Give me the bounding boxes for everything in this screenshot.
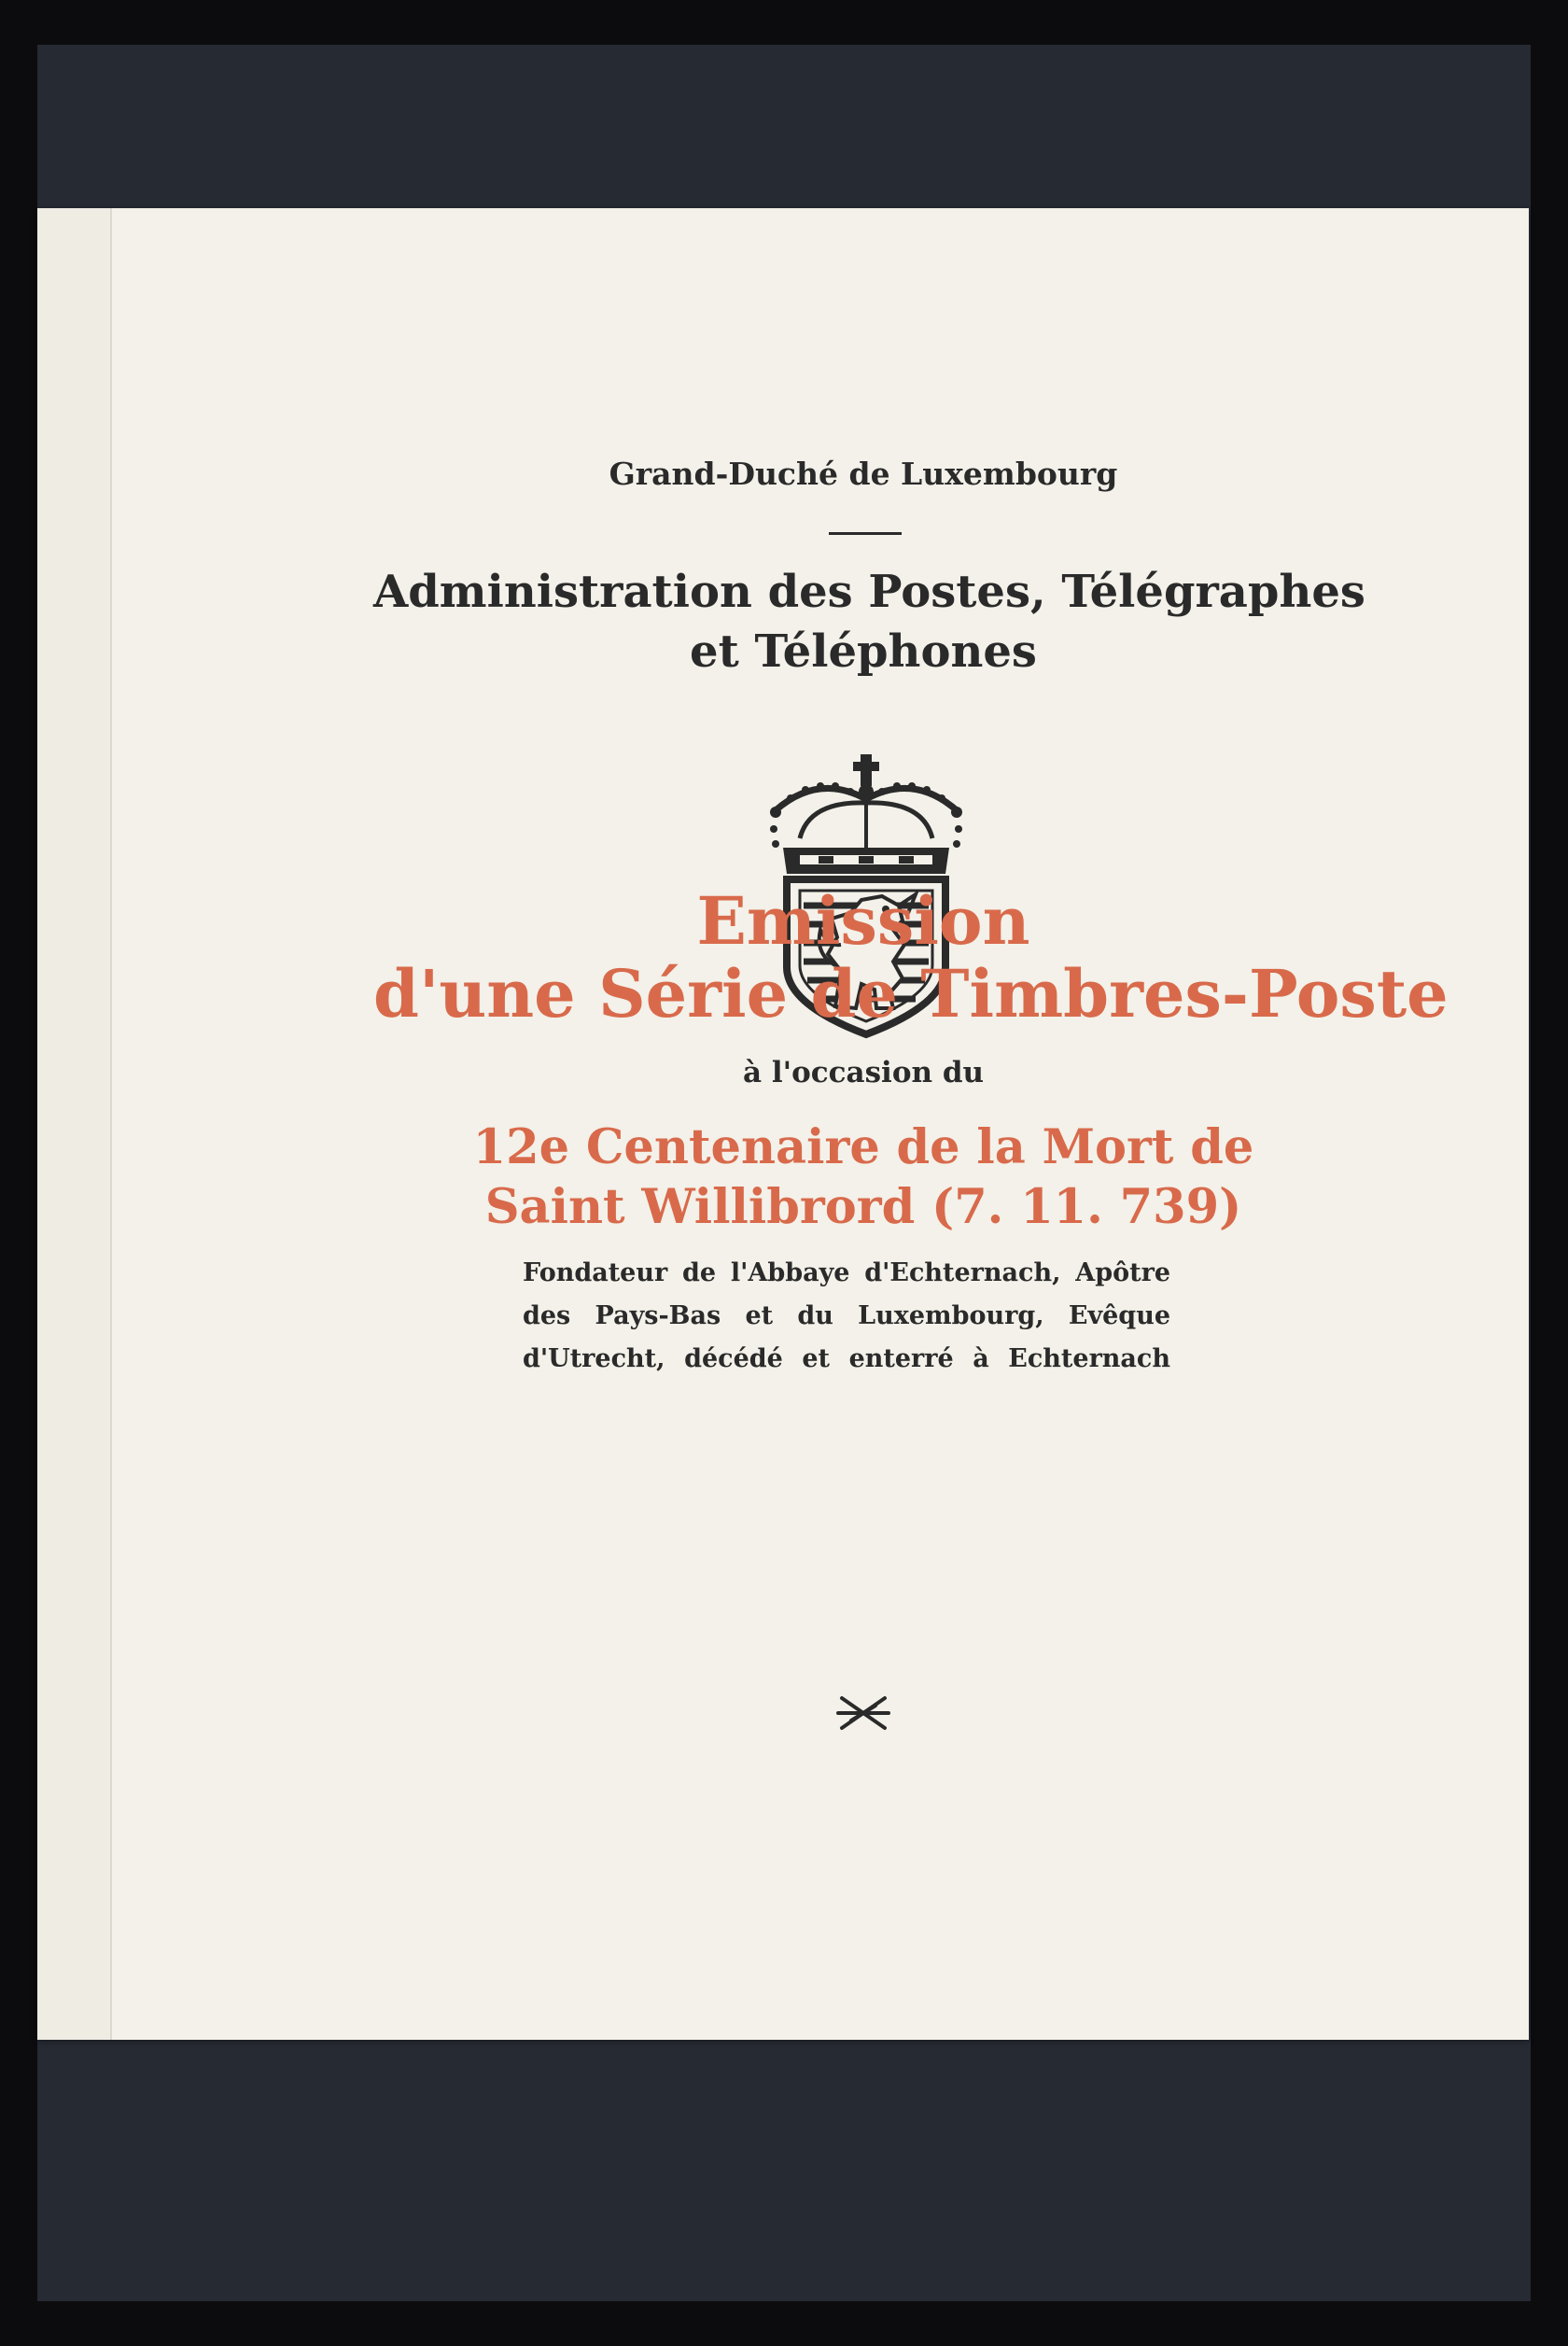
centenaire-line-2: Saint Willibrord (7. 11. 739) [484,1179,1242,1235]
occasion-line: à l'occasion du [742,1056,985,1089]
document-content [37,208,1529,2040]
header-divider [829,532,902,535]
centenaire-line-1: 12e Centenaire de la Mort de [472,1119,1254,1175]
document-sheet [37,208,1529,2040]
emission-title-line-1: Emission [696,882,1030,960]
description-line-1: Fondateur de l'Abbaye d'Echternach, Apôtre [523,1258,1170,1287]
fleuron-ornament-icon [836,1693,890,1734]
administration-line-2: et Téléphones [690,625,1037,678]
description-line-2: des Pays-Bas et du Luxembourg, Evêque [523,1301,1170,1330]
emission-title-line-2: d'une Série de Timbres-Poste [373,955,1449,1033]
header-top: Grand-Duché de Luxembourg [609,456,1118,492]
description-line-3: d'Utrecht, décédé et enterré à Echternach [523,1344,1170,1373]
description-paragraph [523,1252,1170,1381]
administration-line-1: Administration des Postes, Télégraphes [373,566,1365,618]
